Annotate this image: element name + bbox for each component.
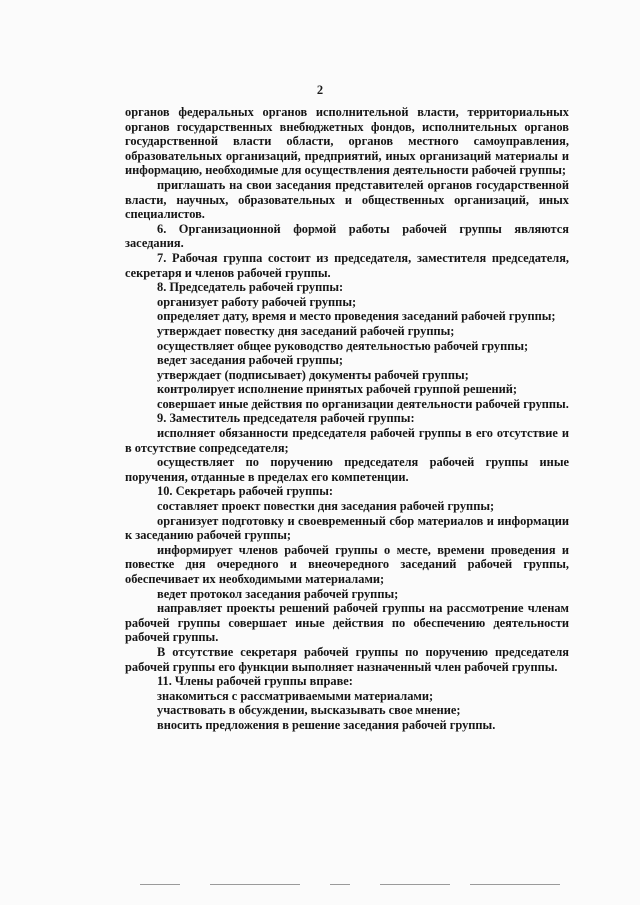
scan-mark: [380, 884, 450, 885]
paragraph: знакомиться с рассматриваемыми материалами;: [157, 688, 434, 703]
paragraph: органов федеральных органов исполнительной власти, территориальных органов государственных внебюджетных фондов, исполнительных органов государственной власти области, органов местного самоуправления, образовательных организаций, предприятий, иных организаций материалы и информацию, необходимые для осуществления деятельности рабочей группы;: [125, 105, 569, 178]
paragraph: утверждает (подписывает) документы рабочей группы;: [157, 367, 469, 382]
paragraph: контролирует исполнение принятых рабочей группой решений;: [157, 382, 517, 397]
paragraph: 7. Рабочая группа состоит из председателя, заместителя председателя, секретаря и членов рабочей группы.: [125, 250, 569, 280]
scan-mark: [470, 884, 560, 885]
paragraph: составляет проект повестки дня заседания рабочей группы;: [157, 499, 495, 514]
paragraph: 9. Заместитель председателя рабочей группы:: [157, 411, 415, 426]
paragraph: В отсутствие секретаря рабочей группы по поручению председателя рабочей группы его функции выполняет назначенный член рабочей группы.: [125, 644, 569, 674]
paragraph: участвовать в обсуждении, высказывать свое мнение;: [157, 703, 461, 718]
paragraph: 6. Организационной формой работы рабочей группы являются заседания.: [125, 221, 569, 251]
paragraph: 10. Секретарь рабочей группы:: [157, 484, 334, 499]
paragraph: ведет заседания рабочей группы;: [157, 353, 344, 368]
paragraph: организует подготовку и своевременный сбор материалов и информации к заседанию рабочей группы;: [125, 513, 569, 543]
paragraph: информирует членов рабочей группы о месте, времени проведения и повестке дня очередного и внеочередного заседаний рабочей группы, обеспечивает их необходимыми материалами;: [125, 542, 569, 586]
paragraph: осуществляет общее руководство деятельностью рабочей группы;: [157, 338, 529, 353]
paragraph: 11. Члены рабочей группы вправе:: [157, 674, 353, 689]
scan-mark: [210, 884, 300, 885]
paragraph: вносить предложения в решение заседания рабочей группы.: [157, 717, 496, 732]
scan-mark: [330, 884, 350, 885]
paragraph: исполняет обязанности председателя рабочей группы в его отсутствие и в отсутствие сопредседателя;: [125, 426, 569, 455]
paragraph: осуществляет по поручению председателя рабочей группы иные поручения, отданные в пределах его компетенции.: [125, 455, 569, 484]
paragraph: приглашать на свои заседания представителей органов государственной власти, научных, образовательных и общественных организаций, иных специалистов.: [125, 177, 569, 222]
footer-scan-marks: [140, 884, 560, 886]
paragraph: определяет дату, время и место проведения заседаний рабочей группы;: [157, 309, 556, 324]
document-body: [125, 105, 569, 733]
paragraph: совершает иные действия по организации деятельности рабочей группы.: [157, 396, 569, 411]
paragraph: организует работу рабочей группы;: [157, 294, 357, 309]
scan-mark: [140, 884, 180, 885]
paragraph: ведет протокол заседания рабочей группы;: [157, 586, 399, 601]
paragraph: направляет проекты решений рабочей группы на рассмотрение членам рабочей группы совершает иные действия по обеспечению деятельности рабочей группы.: [125, 601, 569, 645]
paragraph: 8. Председатель рабочей группы:: [157, 280, 344, 295]
page-number: 2: [316, 83, 324, 97]
paragraph: утверждает повестку дня заседаний рабочей группы;: [157, 323, 455, 338]
